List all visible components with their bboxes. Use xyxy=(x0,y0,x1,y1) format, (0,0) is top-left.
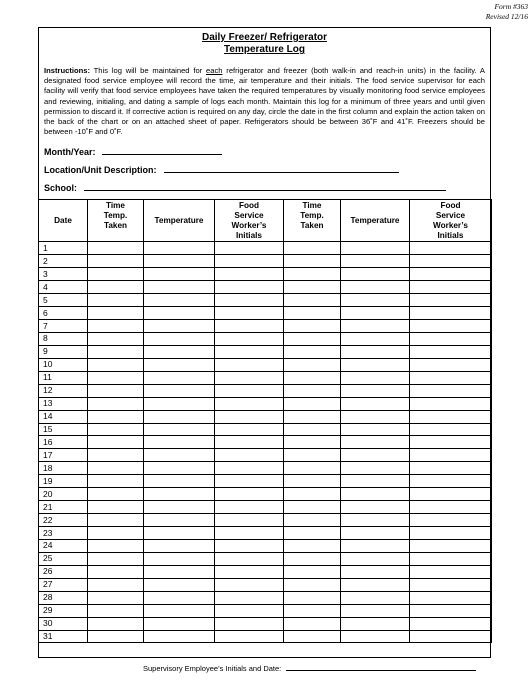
header-temperature-1: Temperature xyxy=(144,200,215,242)
table-header-row xyxy=(39,200,492,242)
initials-1-cell[interactable] xyxy=(215,384,284,397)
initials-1-cell[interactable] xyxy=(215,320,284,333)
time-1-cell[interactable] xyxy=(88,268,144,281)
month-year-label: Month/Year: xyxy=(44,147,96,158)
time-1-cell[interactable] xyxy=(88,255,144,268)
date-cell: 10 xyxy=(39,358,88,371)
header-initials-1 xyxy=(215,200,284,242)
initials-2-cell[interactable] xyxy=(410,449,492,462)
initials-1-cell[interactable] xyxy=(215,410,284,423)
table-row xyxy=(39,268,492,281)
temperature-1-cell[interactable] xyxy=(144,565,215,578)
date-cell: 2 xyxy=(39,255,88,268)
date-cell: 18 xyxy=(39,462,88,475)
table-row xyxy=(39,501,492,514)
form-meta xyxy=(486,2,528,22)
header-initials-1-line: Food xyxy=(238,201,259,211)
initials-1-cell[interactable] xyxy=(215,242,284,255)
initials-2-cell[interactable] xyxy=(410,410,492,423)
temperature-2-cell[interactable] xyxy=(341,358,410,371)
time-2-cell[interactable] xyxy=(284,449,341,462)
initials-2-cell[interactable] xyxy=(410,423,492,436)
table-row xyxy=(39,255,492,268)
temperature-1-cell[interactable] xyxy=(144,384,215,397)
time-2-cell[interactable] xyxy=(284,514,341,527)
date-cell: 16 xyxy=(39,436,88,449)
header-initials-2-line: Food xyxy=(440,201,461,211)
month-year-line[interactable] xyxy=(102,145,222,155)
temperature-1-cell[interactable] xyxy=(144,423,215,436)
month-year-field[interactable] xyxy=(44,145,490,157)
date-cell: 21 xyxy=(39,501,88,514)
time-1-cell[interactable] xyxy=(88,565,144,578)
initials-1-cell[interactable] xyxy=(215,423,284,436)
temperature-1-cell[interactable] xyxy=(144,255,215,268)
initials-2-cell[interactable] xyxy=(410,475,492,488)
temperature-2-cell[interactable] xyxy=(341,462,410,475)
location-label: Location/Unit Description: xyxy=(44,165,157,176)
time-1-cell[interactable] xyxy=(88,358,144,371)
time-2-cell[interactable] xyxy=(284,475,341,488)
date-cell: 31 xyxy=(39,630,88,643)
header-time-2-line: Time xyxy=(302,201,322,211)
initials-2-cell[interactable] xyxy=(410,565,492,578)
table-row xyxy=(39,565,492,578)
temperature-1-cell[interactable] xyxy=(144,462,215,475)
time-1-cell[interactable] xyxy=(88,462,144,475)
initials-2-cell[interactable] xyxy=(410,591,492,604)
temperature-1-cell[interactable] xyxy=(144,617,215,630)
initials-2-cell[interactable] xyxy=(410,255,492,268)
time-2-cell[interactable] xyxy=(284,591,341,604)
initials-1-cell[interactable] xyxy=(215,307,284,320)
table-row xyxy=(39,436,492,449)
temperature-1-cell[interactable] xyxy=(144,294,215,307)
form-title xyxy=(39,32,490,56)
temperature-2-cell[interactable] xyxy=(341,268,410,281)
date-cell: 13 xyxy=(39,397,88,410)
temperature-1-cell[interactable] xyxy=(144,332,215,345)
time-1-cell[interactable] xyxy=(88,475,144,488)
table-row xyxy=(39,514,492,527)
school-label: School: xyxy=(44,183,77,194)
temperature-2-cell[interactable] xyxy=(341,449,410,462)
date-cell: 14 xyxy=(39,410,88,423)
time-2-cell[interactable] xyxy=(284,307,341,320)
time-1-cell[interactable] xyxy=(88,488,144,501)
time-2-cell[interactable] xyxy=(284,242,341,255)
initials-2-cell[interactable] xyxy=(410,268,492,281)
table-row xyxy=(39,371,492,384)
temperature-1-cell[interactable] xyxy=(144,488,215,501)
temperature-1-cell[interactable] xyxy=(144,307,215,320)
table-row xyxy=(39,397,492,410)
temperature-2-cell[interactable] xyxy=(341,488,410,501)
temperature-1-cell[interactable] xyxy=(144,397,215,410)
temperature-2-cell[interactable] xyxy=(341,552,410,565)
initials-2-cell[interactable] xyxy=(410,281,492,294)
time-1-cell[interactable] xyxy=(88,307,144,320)
table-row xyxy=(39,320,492,333)
temperature-2-cell[interactable] xyxy=(341,410,410,423)
table-row xyxy=(39,630,492,643)
initials-2-cell[interactable] xyxy=(410,294,492,307)
initials-2-cell[interactable] xyxy=(410,358,492,371)
time-1-cell[interactable] xyxy=(88,527,144,540)
time-1-cell[interactable] xyxy=(88,281,144,294)
initials-2-cell[interactable] xyxy=(410,539,492,552)
header-initials-2-line: Initials xyxy=(437,231,464,241)
date-cell: 5 xyxy=(39,294,88,307)
initials-1-cell[interactable] xyxy=(215,475,284,488)
initials-1-cell[interactable] xyxy=(215,371,284,384)
initials-1-cell[interactable] xyxy=(215,281,284,294)
temperature-2-cell[interactable] xyxy=(341,345,410,358)
time-1-cell[interactable] xyxy=(88,436,144,449)
header-time-2-line: Taken xyxy=(300,221,324,231)
time-2-cell[interactable] xyxy=(284,345,341,358)
initials-1-cell[interactable] xyxy=(215,462,284,475)
date-cell: 11 xyxy=(39,371,88,384)
location-field[interactable] xyxy=(44,163,490,175)
time-2-cell[interactable] xyxy=(284,410,341,423)
initials-2-cell[interactable] xyxy=(410,242,492,255)
temperature-1-cell[interactable] xyxy=(144,371,215,384)
time-2-cell[interactable] xyxy=(284,423,341,436)
temperature-2-cell[interactable] xyxy=(341,294,410,307)
supervisor-signoff-line[interactable] xyxy=(286,662,476,671)
date-cell: 6 xyxy=(39,307,88,320)
date-cell: 20 xyxy=(39,488,88,501)
header-date: Date xyxy=(39,200,88,242)
time-1-cell[interactable] xyxy=(88,539,144,552)
table-row xyxy=(39,604,492,617)
temperature-1-cell[interactable] xyxy=(144,475,215,488)
initials-1-cell[interactable] xyxy=(215,578,284,591)
table-row xyxy=(39,307,492,320)
date-cell: 24 xyxy=(39,539,88,552)
time-1-cell[interactable] xyxy=(88,410,144,423)
temperature-2-cell[interactable] xyxy=(341,565,410,578)
time-1-cell[interactable] xyxy=(88,514,144,527)
date-cell: 22 xyxy=(39,514,88,527)
instructions-label: Instructions: xyxy=(44,66,90,75)
time-2-cell[interactable] xyxy=(284,332,341,345)
title-line-2: Temperature Log xyxy=(224,44,305,55)
title-line-1: Daily Freezer/ Refrigerator xyxy=(201,32,328,43)
supervisor-signoff-label: Supervisory Employee’s Initials and Date: xyxy=(143,664,282,673)
date-cell: 3 xyxy=(39,268,88,281)
location-line[interactable] xyxy=(164,163,399,173)
instructions xyxy=(44,66,485,137)
school-line[interactable] xyxy=(84,181,446,191)
temperature-1-cell[interactable] xyxy=(144,449,215,462)
initials-1-cell[interactable] xyxy=(215,514,284,527)
header-time-2 xyxy=(284,200,341,242)
date-cell: 15 xyxy=(39,423,88,436)
temperature-1-cell[interactable] xyxy=(144,358,215,371)
table-row xyxy=(39,475,492,488)
temperature-1-cell[interactable] xyxy=(144,410,215,423)
table-row xyxy=(39,294,492,307)
time-2-cell[interactable] xyxy=(284,527,341,540)
time-2-cell[interactable] xyxy=(284,281,341,294)
initials-2-cell[interactable] xyxy=(410,552,492,565)
temperature-2-cell[interactable] xyxy=(341,397,410,410)
time-1-cell[interactable] xyxy=(88,345,144,358)
time-2-cell[interactable] xyxy=(284,268,341,281)
initials-2-cell[interactable] xyxy=(410,488,492,501)
header-initials-1-line: Service xyxy=(234,211,264,221)
time-1-cell[interactable] xyxy=(88,384,144,397)
time-2-cell[interactable] xyxy=(284,320,341,333)
initials-1-cell[interactable] xyxy=(215,591,284,604)
instructions-text-2: refrigerator and freezer (both walk-in and reach-in units) in the facility. A designated food service employee will record the time, air temperature and their initials. The food service supervisor for each facility will verify that food service employees have taken the required temperatures by visually monitoring food service employees and reviewing, initialing, and dating a sample of logs each month. Maintain this log for a minimum of three years and until given permission to discard it. If corrective action is required on any day, circle the date in the first column and explain the action taken on the back of the chart or on an attached sheet of paper. Refrigerators should be between 36˚F and 41˚F. Freezers should be between -10˚F and 0˚F. xyxy=(44,66,485,137)
temperature-2-cell[interactable] xyxy=(341,475,410,488)
temperature-2-cell[interactable] xyxy=(341,604,410,617)
temperature-1-cell[interactable] xyxy=(144,591,215,604)
initials-1-cell[interactable] xyxy=(215,488,284,501)
time-2-cell[interactable] xyxy=(284,462,341,475)
time-1-cell[interactable] xyxy=(88,294,144,307)
time-2-cell[interactable] xyxy=(284,501,341,514)
header-initials-1-line: Initials xyxy=(236,231,262,241)
form-frame xyxy=(38,27,491,658)
time-2-cell[interactable] xyxy=(284,630,341,643)
date-cell: 7 xyxy=(39,320,88,333)
time-2-cell[interactable] xyxy=(284,539,341,552)
initials-2-cell[interactable] xyxy=(410,617,492,630)
date-cell: 8 xyxy=(39,332,88,345)
time-2-cell[interactable] xyxy=(284,384,341,397)
time-2-cell[interactable] xyxy=(284,565,341,578)
temperature-1-cell[interactable] xyxy=(144,604,215,617)
temperature-2-cell[interactable] xyxy=(341,384,410,397)
initials-1-cell[interactable] xyxy=(215,552,284,565)
header-temperature-2: Temperature xyxy=(341,200,410,242)
time-2-cell[interactable] xyxy=(284,371,341,384)
time-2-cell[interactable] xyxy=(284,397,341,410)
school-field[interactable] xyxy=(44,181,490,193)
temperature-1-cell[interactable] xyxy=(144,268,215,281)
temperature-1-cell[interactable] xyxy=(144,514,215,527)
initials-2-cell[interactable] xyxy=(410,578,492,591)
initials-2-cell[interactable] xyxy=(410,345,492,358)
temperature-2-cell[interactable] xyxy=(341,630,410,643)
initials-1-cell[interactable] xyxy=(215,604,284,617)
initials-1-cell[interactable] xyxy=(215,332,284,345)
time-1-cell[interactable] xyxy=(88,630,144,643)
table-row xyxy=(39,527,492,540)
date-cell: 4 xyxy=(39,281,88,294)
temperature-2-cell[interactable] xyxy=(341,255,410,268)
date-cell: 26 xyxy=(39,565,88,578)
header-time-1 xyxy=(88,200,144,242)
date-cell: 17 xyxy=(39,449,88,462)
table-row xyxy=(39,410,492,423)
initials-2-cell[interactable] xyxy=(410,501,492,514)
date-cell: 29 xyxy=(39,604,88,617)
table-row xyxy=(39,358,492,371)
date-cell: 25 xyxy=(39,552,88,565)
date-cell: 1 xyxy=(39,242,88,255)
time-1-cell[interactable] xyxy=(88,552,144,565)
time-2-cell[interactable] xyxy=(284,436,341,449)
table-row xyxy=(39,617,492,630)
time-1-cell[interactable] xyxy=(88,371,144,384)
time-1-cell[interactable] xyxy=(88,332,144,345)
temperature-2-cell[interactable] xyxy=(341,307,410,320)
temperature-1-cell[interactable] xyxy=(144,539,215,552)
initials-2-cell[interactable] xyxy=(410,462,492,475)
table-row xyxy=(39,449,492,462)
header-initials-2 xyxy=(410,200,492,242)
table-row xyxy=(39,281,492,294)
temperature-2-cell[interactable] xyxy=(341,371,410,384)
initials-1-cell[interactable] xyxy=(215,630,284,643)
table-row xyxy=(39,488,492,501)
temperature-2-cell[interactable] xyxy=(341,423,410,436)
temperature-2-cell[interactable] xyxy=(341,514,410,527)
initials-2-cell[interactable] xyxy=(410,320,492,333)
initials-1-cell[interactable] xyxy=(215,345,284,358)
temperature-1-cell[interactable] xyxy=(144,345,215,358)
temperature-2-cell[interactable] xyxy=(341,242,410,255)
initials-2-cell[interactable] xyxy=(410,436,492,449)
temperature-1-cell[interactable] xyxy=(144,320,215,333)
temperature-2-cell[interactable] xyxy=(341,332,410,345)
date-cell: 30 xyxy=(39,617,88,630)
initials-1-cell[interactable] xyxy=(215,565,284,578)
initials-2-cell[interactable] xyxy=(410,630,492,643)
table-row xyxy=(39,332,492,345)
header-initials-2-line: Worker’s xyxy=(433,221,468,231)
time-2-cell[interactable] xyxy=(284,488,341,501)
initials-1-cell[interactable] xyxy=(215,539,284,552)
temperature-1-cell[interactable] xyxy=(144,630,215,643)
date-cell: 19 xyxy=(39,475,88,488)
temperature-1-cell[interactable] xyxy=(144,527,215,540)
time-2-cell[interactable] xyxy=(284,578,341,591)
initials-2-cell[interactable] xyxy=(410,514,492,527)
header-time-1-line: Taken xyxy=(103,221,128,231)
header-time-1-line: Time xyxy=(106,201,125,211)
header-time-1-line: Temp. xyxy=(103,211,128,221)
table-row xyxy=(39,539,492,552)
temperature-1-cell[interactable] xyxy=(144,281,215,294)
time-1-cell[interactable] xyxy=(88,578,144,591)
time-2-cell[interactable] xyxy=(284,255,341,268)
table-row xyxy=(39,423,492,436)
instructions-emphasis: each xyxy=(206,66,223,75)
header-initials-1-line: Worker’s xyxy=(231,221,267,231)
time-2-cell[interactable] xyxy=(284,294,341,307)
initials-1-cell[interactable] xyxy=(215,449,284,462)
temperature-2-cell[interactable] xyxy=(341,617,410,630)
instructions-text-1: This log will be maintained for xyxy=(90,66,207,75)
temperature-2-cell[interactable] xyxy=(341,539,410,552)
initials-1-cell[interactable] xyxy=(215,617,284,630)
time-2-cell[interactable] xyxy=(284,552,341,565)
temperature-1-cell[interactable] xyxy=(144,578,215,591)
time-1-cell[interactable] xyxy=(88,320,144,333)
initials-1-cell[interactable] xyxy=(215,358,284,371)
temperature-2-cell[interactable] xyxy=(341,320,410,333)
temperature-log-table xyxy=(38,199,492,643)
temperature-2-cell[interactable] xyxy=(341,527,410,540)
initials-1-cell[interactable] xyxy=(215,294,284,307)
date-cell: 12 xyxy=(39,384,88,397)
date-cell: 27 xyxy=(39,578,88,591)
table-row xyxy=(39,242,492,255)
table-row xyxy=(39,384,492,397)
temperature-1-cell[interactable] xyxy=(144,501,215,514)
initials-2-cell[interactable] xyxy=(410,371,492,384)
initials-1-cell[interactable] xyxy=(215,268,284,281)
initials-2-cell[interactable] xyxy=(410,604,492,617)
time-1-cell[interactable] xyxy=(88,604,144,617)
temperature-2-cell[interactable] xyxy=(341,436,410,449)
initials-1-cell[interactable] xyxy=(215,501,284,514)
initials-1-cell[interactable] xyxy=(215,527,284,540)
initials-2-cell[interactable] xyxy=(410,527,492,540)
initials-1-cell[interactable] xyxy=(215,255,284,268)
table-body xyxy=(39,242,492,643)
temperature-2-cell[interactable] xyxy=(341,281,410,294)
time-1-cell[interactable] xyxy=(88,242,144,255)
time-1-cell[interactable] xyxy=(88,423,144,436)
temperature-1-cell[interactable] xyxy=(144,552,215,565)
supervisor-signoff[interactable] xyxy=(143,662,476,673)
form-number: Form #363 xyxy=(494,2,528,11)
header-initials-2-line: Service xyxy=(435,211,466,221)
date-cell: 9 xyxy=(39,345,88,358)
temperature-1-cell[interactable] xyxy=(144,242,215,255)
table-row xyxy=(39,552,492,565)
initials-2-cell[interactable] xyxy=(410,332,492,345)
initials-2-cell[interactable] xyxy=(410,307,492,320)
date-cell: 23 xyxy=(39,527,88,540)
time-2-cell[interactable] xyxy=(284,358,341,371)
time-1-cell[interactable] xyxy=(88,501,144,514)
temperature-1-cell[interactable] xyxy=(144,436,215,449)
time-1-cell[interactable] xyxy=(88,591,144,604)
initials-2-cell[interactable] xyxy=(410,384,492,397)
table-row xyxy=(39,578,492,591)
initials-2-cell[interactable] xyxy=(410,397,492,410)
revision-date: Revised 12/16 xyxy=(485,12,528,21)
header-time-2-line: Temp. xyxy=(300,211,324,221)
temperature-2-cell[interactable] xyxy=(341,501,410,514)
initials-1-cell[interactable] xyxy=(215,436,284,449)
time-1-cell[interactable] xyxy=(88,449,144,462)
time-1-cell[interactable] xyxy=(88,617,144,630)
temperature-2-cell[interactable] xyxy=(341,591,410,604)
time-1-cell[interactable] xyxy=(88,397,144,410)
date-cell: 28 xyxy=(39,591,88,604)
initials-1-cell[interactable] xyxy=(215,397,284,410)
table-row xyxy=(39,591,492,604)
time-2-cell[interactable] xyxy=(284,617,341,630)
table-row xyxy=(39,345,492,358)
temperature-2-cell[interactable] xyxy=(341,578,410,591)
time-2-cell[interactable] xyxy=(284,604,341,617)
table-row xyxy=(39,462,492,475)
